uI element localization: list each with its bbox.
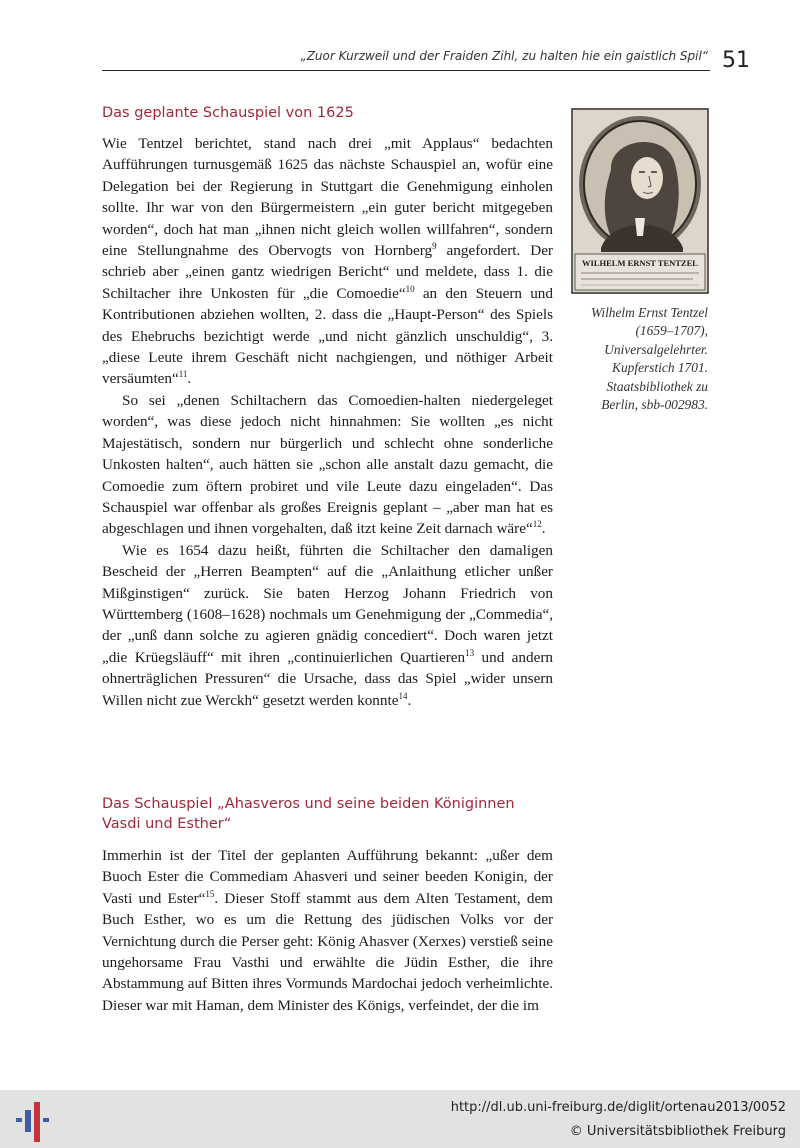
paragraph-text: an den Steuern und Kontributionen abziehen wollten, 2. dass die „Haupt-Person“ des Spiels des Ehebruchs bezichtigt werde „und nicht gänzlich unschuldig“, 3. „diese Leute ihrem Geschäft nicht nachgiengen, und nöthiger Arbeit versäumten“ bbox=[102, 284, 553, 388]
section-heading-2-line-2: Vasdi und Esther“ bbox=[102, 816, 232, 832]
paragraph-text: So sei „denen Schiltachern das Comoedien-halten niedergeleget worden“, was diese jedoch nicht hinnahmen: Sie wollten „es nicht Majestätisch, sondern nur bürgerlich und schlecht ohne sonderliche Unkosten halten“, auch hätten sie „schon alle anstalt dazu gemacht, die Comoedie zum öftern probiret und vile Leute dazu eingeladen“. Das Schauspiel war offenbar als großes Ereignis geplant – „aber man hat es abgeschlagen und ihnen vorgehalten, daß itzt keine Zeit darnach wäre“ bbox=[102, 391, 553, 538]
section-heading-1-text: Das geplante Schauspiel von 1625 bbox=[102, 105, 354, 121]
paragraph-text: . bbox=[541, 520, 546, 538]
header-rule bbox=[102, 70, 710, 71]
caption-line: Universalgelehrter. bbox=[604, 341, 708, 357]
caption-line: Berlin, sbb-002983. bbox=[601, 397, 708, 413]
figure-caption bbox=[560, 304, 708, 414]
caption-line: (1659–1707), bbox=[635, 323, 708, 339]
paragraph-text: . bbox=[187, 370, 192, 388]
running-head: „Zuor Kurzweil und der Fraiden Zihl, zu halten hie ein gaistlich Spil“ bbox=[300, 49, 708, 63]
section-2-body bbox=[102, 845, 553, 1016]
page-number: 51 bbox=[722, 48, 750, 73]
section-1-body bbox=[102, 133, 553, 711]
paragraph bbox=[102, 845, 553, 1016]
footer-copyright: © Universitätsbibliothek Freiburg bbox=[569, 1124, 786, 1139]
portrait-plate-title: WILHELM ERNST TENTZEL bbox=[582, 258, 698, 268]
paragraph bbox=[102, 133, 553, 390]
footer-bar bbox=[0, 1090, 800, 1148]
footnote-ref: 15 bbox=[205, 888, 215, 899]
caption-line: Wilhelm Ernst Tentzel bbox=[590, 305, 708, 320]
footnote-ref: 10 bbox=[405, 283, 415, 294]
footnote-ref: 14 bbox=[398, 690, 408, 701]
paragraph bbox=[102, 540, 553, 711]
section-heading-2-line-1: Das Schauspiel „Ahasveros und seine beiden Königinnen bbox=[102, 796, 515, 812]
paragraph-text: und andern ohnerträglichen Pressuren“ die Ursache, dass das Spiel „wider unsern Willen nicht zue Werckh“ gesetzt werden konnte bbox=[102, 648, 554, 709]
caption-line: Staatsbibliothek zu bbox=[606, 378, 708, 394]
library-logo-icon[interactable] bbox=[14, 1098, 50, 1142]
paragraph-text: Wie Tentzel berichtet, stand nach drei „mit Applaus“ bedachten Aufführungen turnusgemäß 1625 das nächste Schauspiel an, wofür eine Delegation bei der Regierung in Stuttgart die Genehmigung einholen sollte. Ihr war von den Bürgermeistern „ein guter bericht mitgegeben worden“, doch hat man „ihnen nicht gleich wollen willfahren“, sondern eine Stellungnahme des Obervogts von Hornberg bbox=[102, 135, 553, 260]
section-heading-1 bbox=[102, 103, 354, 123]
footnote-ref: 11 bbox=[178, 369, 188, 380]
paragraph-text: Immerhin ist der Titel der geplanten Aufführung bekannt: „ußer dem Buoch Ester die Commediam Ahasveri und seiner beeden Konigin, der Vasti und Ester“ bbox=[102, 847, 553, 907]
portrait-engraving bbox=[571, 108, 709, 294]
footnote-ref: 12 bbox=[532, 519, 542, 530]
section-heading-2 bbox=[102, 794, 515, 834]
paragraph-text: Wie es 1654 dazu heißt, führten die Schiltacher den damaligen Bescheid der „Herren Beampten“ auf die „Anlaithung etlicher unßer Mißginstigen“ zurück. Sie baten Herzog Johann Friedrich von Württemberg (1608–1628) nochmals um Genehmigung der „Commedia“, der „unß dann solche zu agieren gnädig concediert“. Doch waren jetzt „die Krüegsläuff“ mit ihren „continuierlichen Quartieren bbox=[102, 541, 553, 666]
paragraph-text: . bbox=[407, 691, 412, 709]
footnote-ref: 13 bbox=[465, 647, 475, 658]
paragraph-text: angefordert. Der schrieb aber „einen gantz wiedrigen Bericht“ und meldete, dass 1. die Schiltacher ihre Unkosten für „die Comoedie“ bbox=[102, 242, 553, 302]
footer-url-link[interactable]: http://dl.ub.uni-freiburg.de/diglit/ortenau2013/0052 bbox=[450, 1100, 786, 1115]
paragraph-text: . Dieser Stoff stammt aus dem Alten Testament, dem Buch Esther, wo es um die Rettung des jüdischen Volks vor der Vernichtung durch die Perser geht: König Ahasver (Xerxes) verstieß seine ungehorsame Frau Vasthi und erwählte die Jüdin Esther, die ihre Abstammung auf Bitten ihres Vormunds Mardochai jedoch verheimlichte. Dieser war mit Haman, dem Minister des Königs, verfeindet, der die im bbox=[102, 889, 553, 1014]
footnote-ref: 9 bbox=[432, 240, 437, 251]
caption-line: Kupferstich 1701. bbox=[612, 360, 708, 376]
paragraph bbox=[102, 390, 553, 540]
